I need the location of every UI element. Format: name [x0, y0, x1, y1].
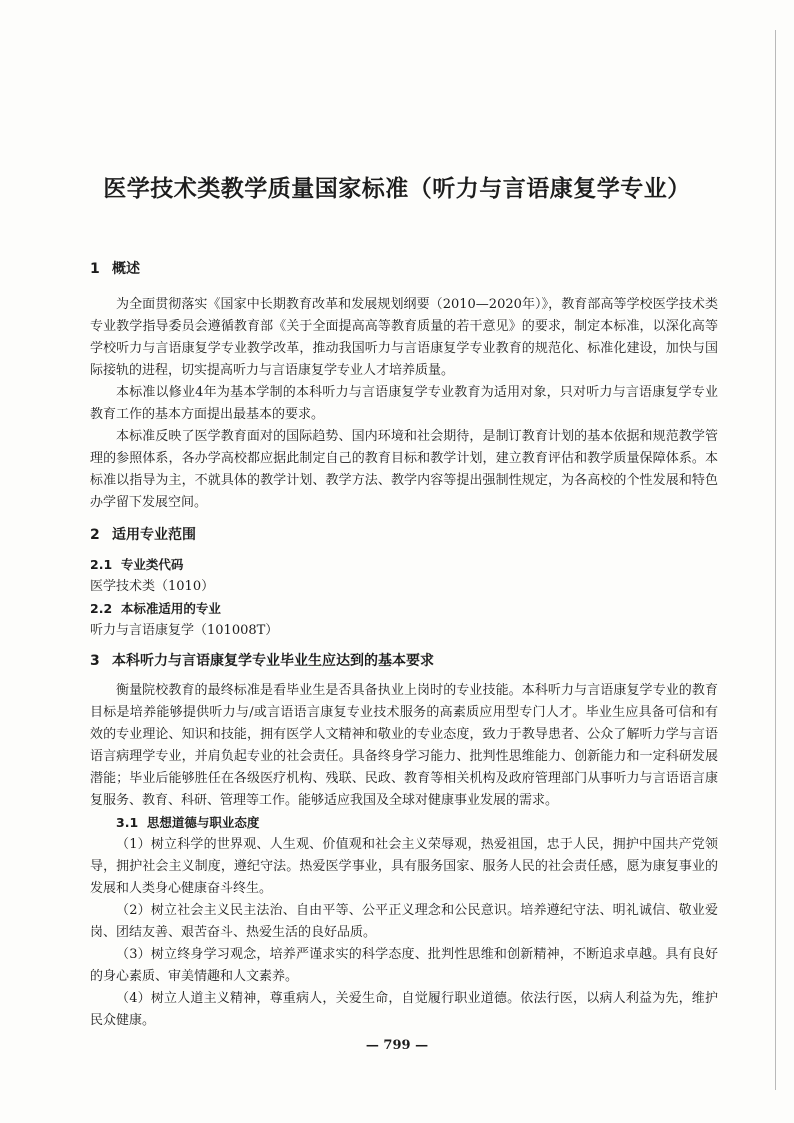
- section-2-heading: [90, 524, 718, 546]
- subsection-2-2-title: 本标准适用的专业: [120, 601, 221, 616]
- section-3-number: 3: [90, 653, 100, 669]
- section-1-paragraph-3: 本标准反映了医学教育面对的国际趋势、国内环境和社会期待，是制订教育计划的基本依据和规范教学管理的参照体系，各办学高校都应据此制定自己的教育目标和教学计划，建立教育评估和教学质量保障体系。本标准以指导为主，不就具体的教学计划、教学方法、教学内容等提出强制性规定，为各高校的个性发展和特色办学留下发展空间。: [90, 429, 718, 510]
- section-3-heading: [90, 650, 718, 672]
- section-2-number: 2: [90, 527, 100, 543]
- section-3-paragraph: 衡量院校教育的最终标准是看毕业生是否具备执业上岗时的专业技能。本科听力与言语康复学专业的教育目标是培养能够提供听力与/或言语语言康复专业技术服务的高素质应用型专门人才。毕业生应具备可信和有效的专业理论、知识和技能，拥有医学人文精神和敬业的专业态度，致力于教导患者、公众了解听力学与言语语言病理学专业，并肩负起专业的社会责任。具备终身学习能力、批判性思维能力、创新能力和一定科研发展潜能；毕业后能够胜任在各级医疗机构、残联、民政、教育等相关机构及政府管理部门从事听力与言语语言康复服务、教育、科研、管理等工作。能够适应我国及全球对健康事业发展的需求。: [90, 683, 718, 808]
- subsection-2-1-text: 医学技术类（1010）: [90, 579, 215, 594]
- section-1-heading: [90, 258, 718, 280]
- section-1-title: 概述: [112, 261, 140, 277]
- subsection-3-1-item-1: （1）树立科学的世界观、人生观、价值观和社会主义荣辱观，热爱祖国，忠于人民，拥护中国共产党领导，拥护社会主义制度，遵纪守法。热爱医学事业，具有服务国家、服务人民的社会责任感，愿为康复事业的发展和人类身心健康奋斗终生。: [90, 837, 718, 896]
- subsection-2-2-heading: [90, 598, 718, 620]
- subsection-2-1-title: 专业类代码: [120, 557, 184, 572]
- subsection-2-1-number: 2.1: [90, 557, 113, 572]
- document-body: [90, 258, 718, 1032]
- subsection-2-1-heading: [90, 554, 718, 576]
- section-1-paragraph-1: 为全面贯彻落实《国家中长期教育改革和发展规划纲要（2010—2020年）》，教育部高等学校医学技术类专业教学指导委员会遵循教育部《关于全面提高高等教育质量的若干意见》的要求，制定本标准，以深化高等学校听力与言语康复学专业教学改革，推动我国听力与言语康复学专业教育的规范化、标准化建设，加快与国际接轨的进程，切实提高听力与言语康复学专业人才培养质量。: [90, 297, 718, 378]
- section-3-title: 本科听力与言语康复学专业毕业生应达到的基本要求: [112, 653, 434, 669]
- document-title: 医学技术类教学质量国家标准（听力与言语康复学专业）: [103, 175, 691, 202]
- page-number: — 799 —: [365, 1038, 429, 1053]
- subsection-3-1-item-4: （4）树立人道主义精神，尊重病人，关爱生命，自觉履行职业道德。依法行医，以病人利益为先，维护民众健康。: [90, 991, 718, 1028]
- section-1-number: 1: [90, 261, 100, 277]
- subsection-2-2-text: 听力与言语康复学（101008T）: [90, 623, 279, 638]
- subsection-3-1-title: 思想道德与职业态度: [146, 815, 260, 830]
- section-2-title: 适用专业范围: [112, 527, 196, 543]
- subsection-3-1-number: 3.1: [116, 815, 139, 830]
- subsection-2-2-number: 2.2: [90, 601, 113, 616]
- subsection-3-1-item-2: （2）树立社会主义民主法治、自由平等、公平正义理念和公民意识。培养遵纪守法、明礼诚信、敬业爱岗、团结友善、艰苦奋斗、热爱生活的良好品质。: [90, 903, 718, 940]
- section-1-paragraph-2: 本标准以修业4年为基本学制的本科听力与言语康复学专业教育为适用对象，只对听力与言语康复学专业教育工作的基本方面提出最基本的要求。: [90, 385, 718, 422]
- subsection-3-1-heading: [90, 812, 718, 834]
- subsection-3-1-item-3: （3）树立终身学习观念，培养严谨求实的科学态度、批判性思维和创新精神，不断追求卓越。具有良好的身心素质、审美情趣和人文素养。: [90, 947, 718, 984]
